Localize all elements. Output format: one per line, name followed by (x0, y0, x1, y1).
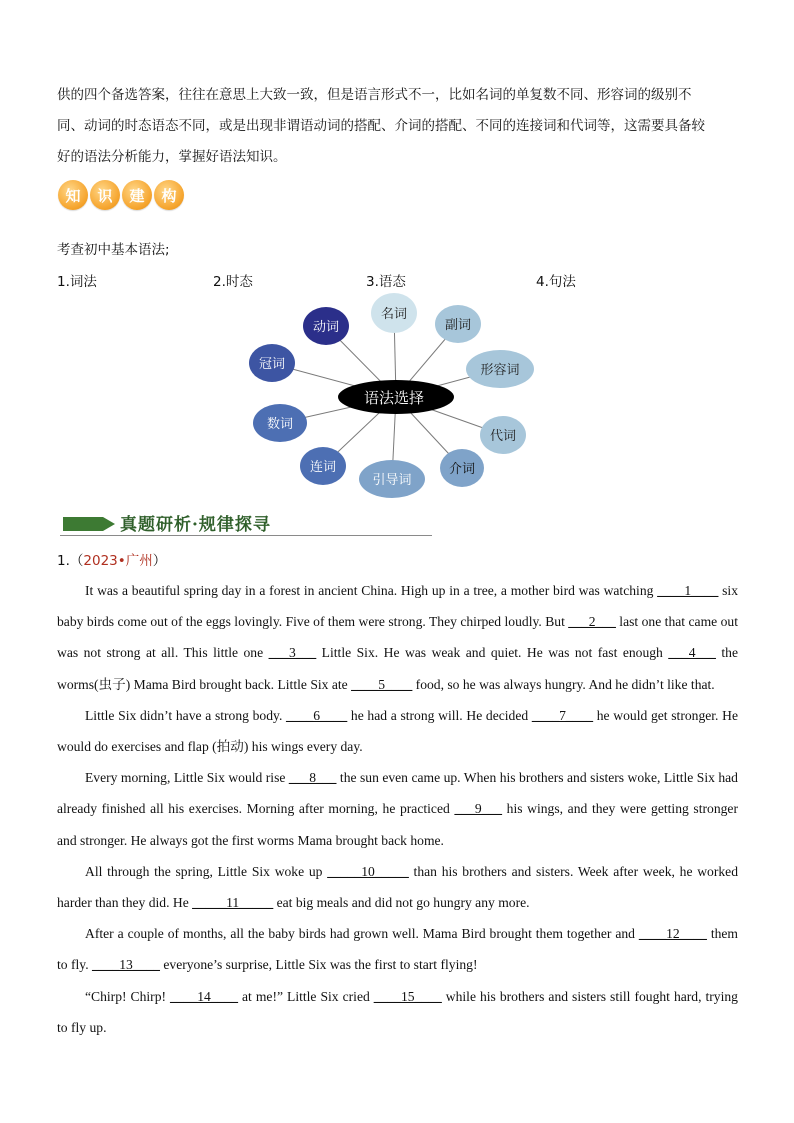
passage-text: After a couple of months, all the baby birds had grown well. Mama Bird brought them together and (85, 926, 639, 942)
passage-paragraph (57, 981, 738, 1043)
node-adverb (435, 305, 481, 343)
passage-text: “Chirp! Chirp! (85, 988, 171, 1004)
node-pronoun (480, 416, 526, 454)
intro-line: 供的四个备选答案，往往在意思上大致一致，但是语言形式不一，比如名词的单复数不同、形容词的级别不 (57, 87, 692, 103)
passage-paragraph (57, 700, 738, 762)
badge-char: 建 (122, 180, 152, 210)
node-conjunction (300, 447, 346, 485)
node-article-label: 冠词 (258, 357, 286, 372)
passage-text: last one that came out was not strong at all. This little one (57, 614, 738, 661)
node-numeral-label: 数词 (266, 417, 294, 432)
section-header-bar (63, 517, 103, 531)
passage-text: It was a beautiful spring day in a forest in ancient China. High up in a tree, a mother bird was watching (85, 583, 658, 598)
knowledge-building-badge (58, 180, 184, 210)
passage-paragraph (57, 856, 738, 918)
node-adjective-label: 形容词 (480, 363, 520, 378)
node-adjective (466, 350, 534, 388)
blank-7: ____7____ (531, 707, 594, 723)
blank-15: ____15____ (373, 988, 442, 1004)
node-preposition (440, 449, 484, 487)
node-verb (303, 307, 349, 345)
badge-char: 构 (154, 180, 184, 210)
node-adverb-label: 副词 (444, 318, 472, 333)
blank-6: ____6____ (286, 707, 348, 723)
center-node (338, 380, 454, 414)
category-lexis: 1.词法 (57, 274, 97, 290)
passage-text: them to fly. (57, 926, 738, 973)
blank-9: ___9___ (454, 801, 503, 817)
node-pronoun-label: 代词 (489, 429, 517, 444)
passage-text: Every morning, Little Six would rise (85, 770, 289, 786)
node-verb-label: 动词 (312, 320, 340, 335)
passage-paragraph (57, 575, 738, 700)
section-title: 真题研析·规律探寻 (120, 515, 271, 535)
passage-text: Little Six. He was weak and quiet. He was not fast enough (316, 645, 669, 661)
category-syntax: 4.句法 (536, 274, 576, 290)
blank-4: ___4___ (668, 645, 716, 661)
blank-13: ____13____ (92, 957, 160, 973)
center-node-label: 语法选择 (363, 389, 425, 407)
question-number-prefix: 1.（ (57, 553, 84, 569)
blank-2: ___2___ (568, 614, 616, 630)
question-number-suffix: ） (152, 553, 167, 569)
intro-line: 同、动词的时态语态不同，或是出现非谓语动词的搭配、介词的搭配、不同的连接词和代词等，这需要具备较 (57, 118, 705, 134)
passage-paragraph (57, 762, 738, 856)
intro-line: 好的语法分析能力，掌握好语法知识。 (57, 149, 287, 165)
blank-1: ____1____ (657, 583, 719, 598)
node-numeral (253, 404, 307, 442)
section-header-arrow-icon (103, 517, 115, 531)
grammar-mind-map (0, 290, 794, 500)
node-noun-label: 名词 (380, 307, 408, 322)
category-tense: 2.时态 (213, 274, 253, 290)
passage-text: he had a strong will. He decided (347, 707, 532, 723)
exam-scope-line: 考查初中基本语法; (57, 242, 170, 258)
node-introducer (359, 460, 425, 498)
section-header (60, 510, 432, 540)
passage-text: food, so he was always hungry. And he didn’t like that. (412, 676, 715, 692)
node-introducer-label: 引导词 (372, 473, 412, 488)
cloze-passage (57, 575, 738, 1043)
passage-text: the worms(虫子) Mama Bird brought back. Little Six ate (57, 645, 738, 692)
passage-text: the sun even came up. When his brothers and sisters woke, Little Six had already finished all his exercises. Morning after morning, he practiced (57, 770, 738, 817)
node-article (249, 344, 295, 382)
passage-text: six baby birds come out of the eggs lovingly. Five of them were strong. They chirped loudly. But (57, 583, 738, 630)
blank-11: _____11_____ (192, 895, 274, 911)
blank-12: ____12____ (638, 926, 707, 942)
passage-text: Little Six didn’t have a strong body. (85, 707, 287, 723)
blank-10: _____10_____ (327, 863, 409, 879)
passage-text: eat big meals and did not go hungry any more. (273, 895, 530, 911)
passage-text: his wings, and they were getting stronger and stronger. He always got the first worms Mama brought back home. (57, 801, 738, 848)
node-conjunction-label: 连词 (309, 460, 337, 475)
question-number (57, 549, 166, 569)
passage-text: All through the spring, Little Six woke up (85, 863, 328, 879)
passage-text: than his brothers and sisters. Week after week, he worked harder than they did. He (57, 863, 739, 911)
passage-text: everyone’s surprise, Little Six was the first to start flying! (159, 957, 478, 973)
passage-text: he would get stronger. He would do exercises and flap (拍动) his wings every day. (57, 707, 738, 755)
blank-14: ____14____ (170, 988, 239, 1004)
passage-text: while his brothers and sisters still fought hard, trying to fly up. (57, 988, 738, 1035)
passage-text: at me!” Little Six cried (238, 988, 374, 1004)
node-preposition-label: 介词 (448, 462, 476, 477)
blank-3: ___3___ (268, 645, 317, 661)
blank-8: ___8___ (288, 770, 337, 786)
question-source: 2023•广州 (83, 553, 153, 569)
intro-paragraph (57, 80, 747, 173)
node-noun (371, 293, 417, 333)
section-divider (60, 535, 432, 536)
badge-char: 知 (58, 180, 88, 210)
badge-char: 识 (90, 180, 120, 210)
category-voice: 3.语态 (366, 274, 406, 290)
passage-paragraph (57, 918, 738, 980)
blank-5: ____5____ (351, 676, 413, 692)
